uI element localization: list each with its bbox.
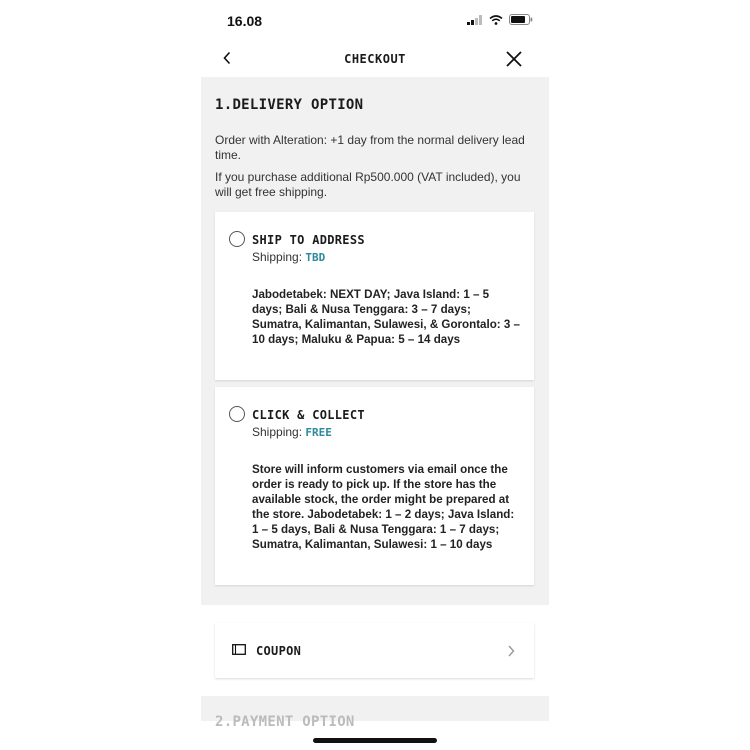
coupon-label: COUPON (256, 644, 302, 658)
payment-option-section[interactable] (201, 696, 549, 730)
delivery-option-section (201, 77, 549, 605)
option-title: SHIP TO ADDRESS (252, 233, 365, 247)
option-ship-to-address[interactable] (215, 212, 534, 380)
home-indicator[interactable] (313, 738, 437, 743)
coupon-row[interactable] (215, 623, 534, 678)
battery-icon (509, 14, 533, 25)
option-click-and-collect[interactable] (215, 387, 534, 585)
click-and-collect-radio[interactable] (229, 406, 245, 422)
wifi-icon (489, 15, 503, 25)
shipping-label: Shipping: (252, 250, 303, 264)
alteration-info: Order with Alteration: +1 day from the normal delivery lead time. (215, 133, 525, 162)
option-title: CLICK & COLLECT (252, 408, 365, 422)
checkout-screen (201, 0, 549, 750)
ship-to-address-radio[interactable] (229, 231, 245, 247)
status-bar (201, 0, 549, 40)
delivery-heading: 1.DELIVERY OPTION (215, 97, 364, 113)
close-icon (506, 51, 522, 67)
shipping-value: TBD (305, 251, 326, 264)
shipping-line (252, 425, 332, 439)
option-description: Store will inform customers via email once the order is ready to pick up. If the store has the available stock, the order might be prepared at the store. Jabodetabek: 1 – 2 days; Java Island: 1 – 5 days, Bali & Nusa Tenggara: 1 – 7 days; Sumatra, Kalimantan, Sulawesi: 1 – 10 days (252, 463, 515, 551)
page-title: CHECKOUT (344, 52, 406, 66)
shipping-line (252, 250, 325, 264)
free-shipping-info: If you purchase additional Rp500.000 (VAT included), you will get free shipping. (215, 170, 521, 199)
signal-icon (467, 15, 483, 25)
nav-bar (201, 40, 549, 78)
ticket-icon (232, 644, 246, 655)
close-button[interactable] (503, 48, 525, 70)
chevron-right-icon (506, 644, 516, 658)
status-icons (467, 14, 533, 25)
option-description: Jabodetabek: NEXT DAY; Java Island: 1 – 5 days; Bali & Nusa Tenggara: 3 – 7 days; Sumatra, Kalimantan, Sulawesi, & Gorontalo: 3 – 10 days; Maluku & Papua: 5 – 14 days (252, 288, 521, 346)
status-time: 16.08 (227, 13, 263, 29)
shipping-label: Shipping: (252, 425, 303, 439)
shipping-value: FREE (305, 426, 332, 439)
payment-heading: 2.PAYMENT OPTION (215, 714, 355, 730)
